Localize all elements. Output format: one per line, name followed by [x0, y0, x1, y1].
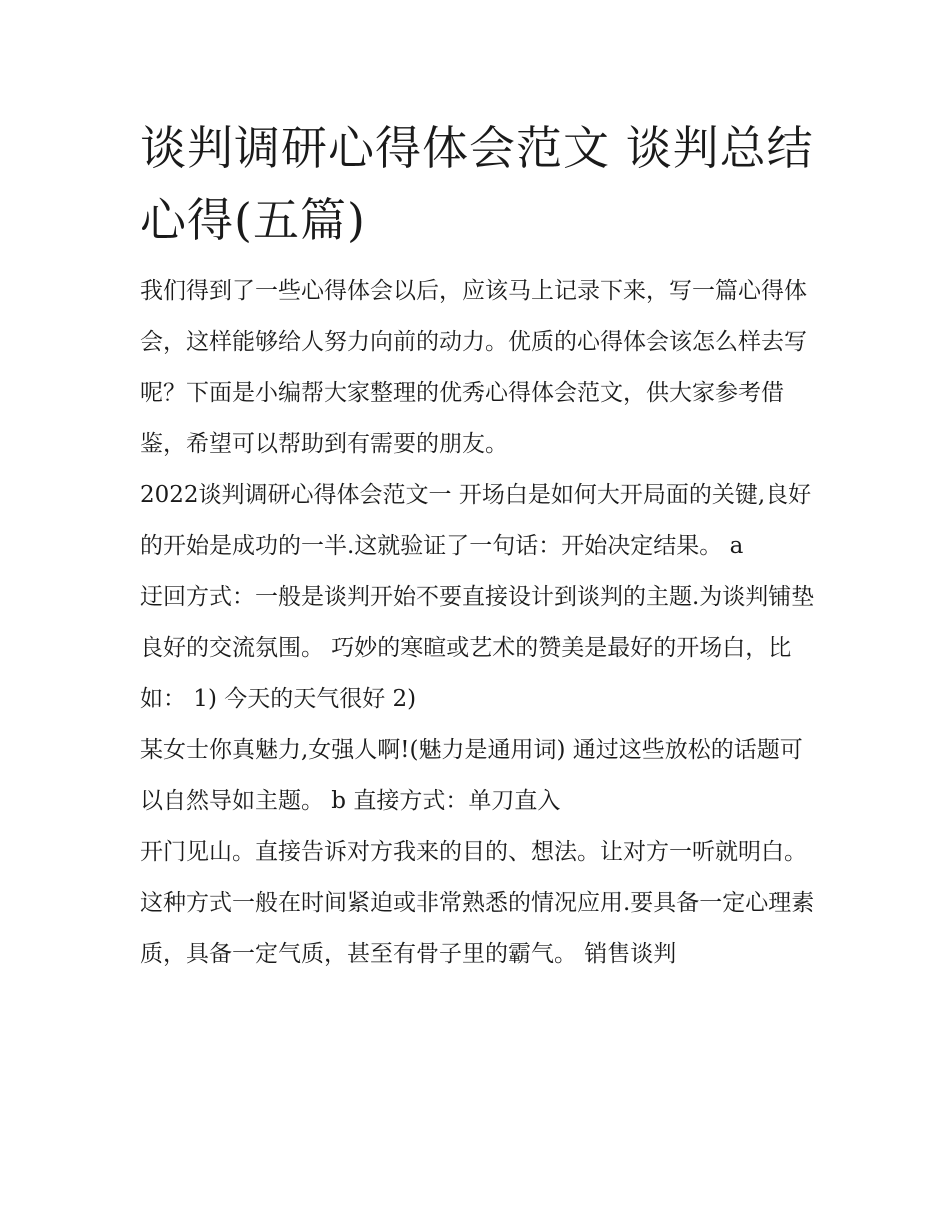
document-page [140, 112, 820, 980]
body-paragraph: 迂回方式：一般是谈判开始不要直接设计到谈判的主题.为谈判铺垫良好的交流氛围。 巧妙的寒暄或艺术的赞美是最好的开场白，比如： 1) 今天的天气很好 2) [140, 584, 815, 712]
intro-paragraph: 我们得到了一些心得体会以后，应该马上记录下来，写一篇心得体会，这样能够给人努力向前的动力。优质的心得体会该怎么样去写呢？下面是小编帮大家整理的优秀心得体会范文，供大家参考借鉴，希望可以帮助到有需要的朋友。 [140, 278, 807, 457]
body-paragraph: 开门见山。直接告诉对方我来的目的、想法。让对方一听就明白。 [140, 839, 807, 865]
body-paragraph: 2022谈判调研心得体会范文一 开场白是如何大开局面的关键,良好的开始是成功的一半.这就验证了一句话：开始决定结果。 a [140, 482, 812, 559]
document-title: 谈判调研心得体会范文 谈判总结心得(五篇) [140, 121, 814, 247]
body-paragraph: 某女士你真魅力,女强人啊!(魅力是通用词) 通过这些放松的话题可以自然导如主题。 b 直接方式：单刀直入 [140, 737, 803, 814]
body-paragraph: 这种方式一般在时间紧迫或非常熟悉的情况应用.要具备一定心理素质，具备一定气质，甚至有骨子里的霸气。 销售谈判 [140, 890, 815, 967]
